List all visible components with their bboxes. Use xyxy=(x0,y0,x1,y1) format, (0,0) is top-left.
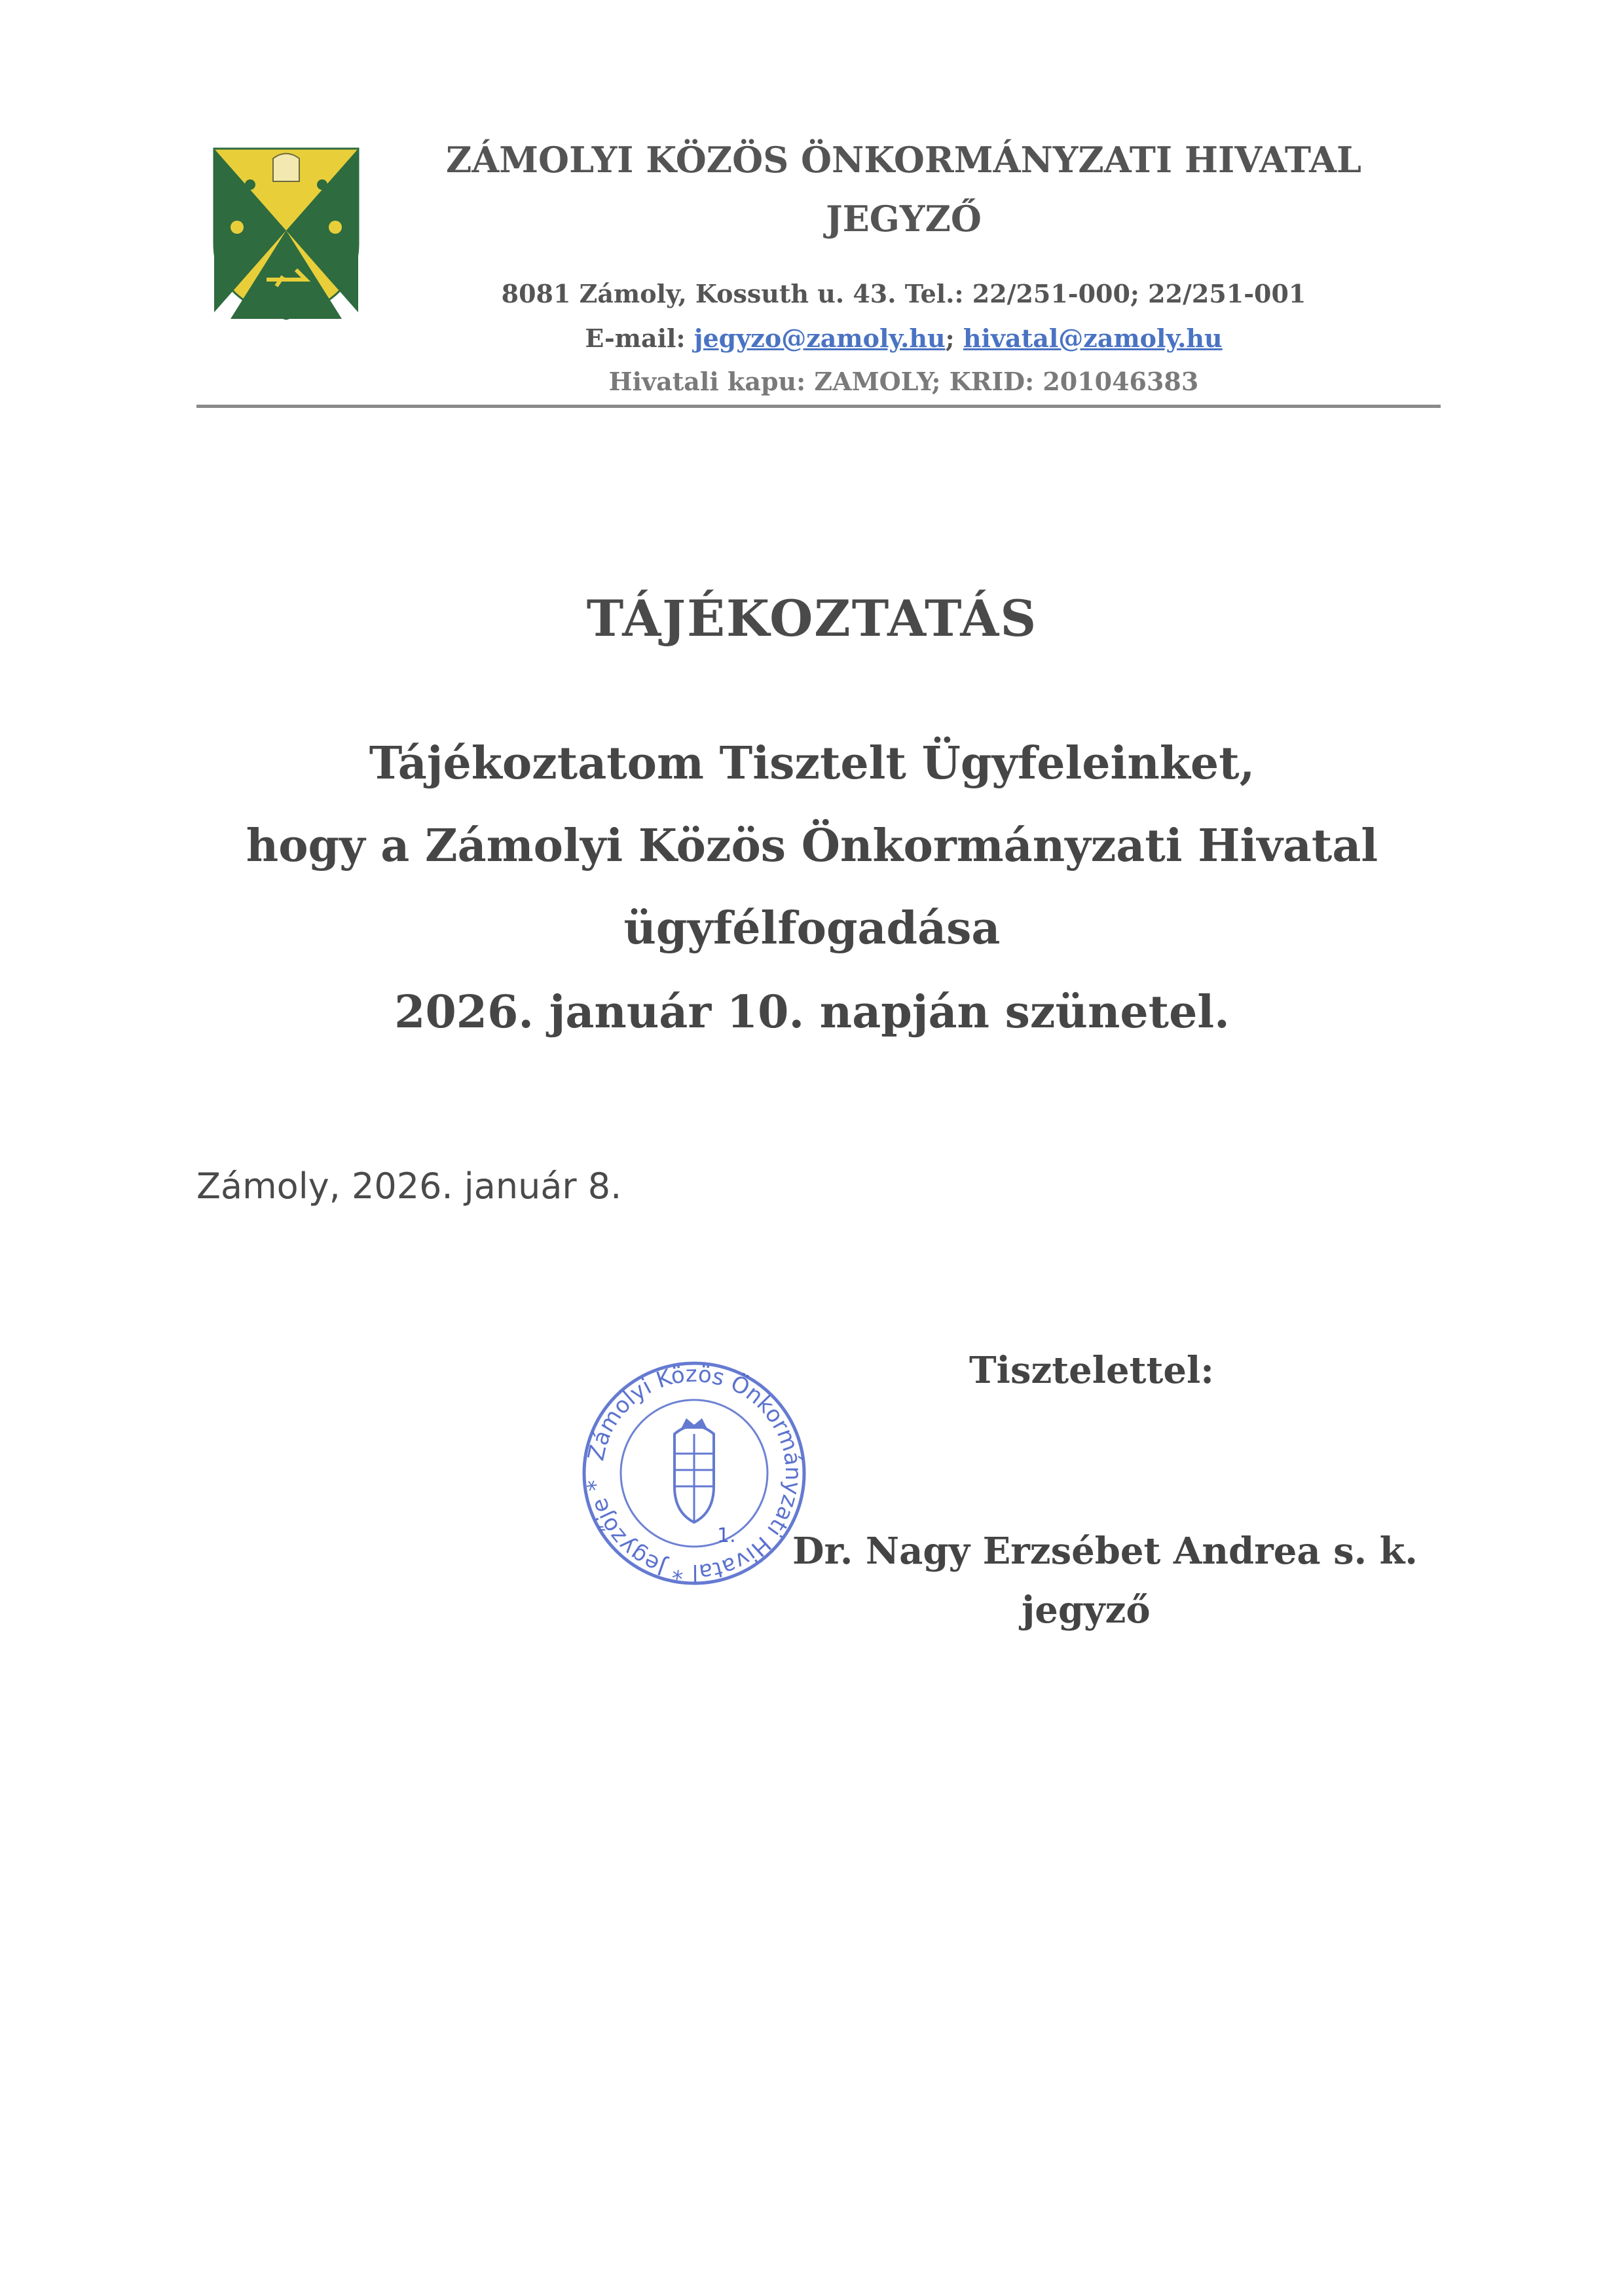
signer-name: Dr. Nagy Erzsébet Andrea s. k. xyxy=(792,1530,1418,1573)
email-separator: ; xyxy=(945,323,955,353)
document-title: TÁJÉKOZTATÁS xyxy=(586,589,1038,648)
email-link-hivatal[interactable]: hivatal@zamoly.hu xyxy=(963,323,1223,353)
coat-of-arms-icon xyxy=(674,1418,714,1522)
closing-greeting: Tisztelettel: xyxy=(969,1349,1214,1392)
body-line: ügyfélfogadása xyxy=(623,902,1001,955)
email-link-jegyzo[interactable]: jegyzo@zamoly.hu xyxy=(693,323,946,353)
body-line: hogy a Zámolyi Közös Önkormányzati Hivatal xyxy=(246,820,1378,872)
body-line: 2026. január 10. napján szünetel. xyxy=(394,986,1230,1038)
email-label: E-mail: xyxy=(585,323,686,353)
stamp-text: Zámolyi Közös Önkormányzati Hivatal * Jegyzője * xyxy=(582,1361,807,1586)
header-divider xyxy=(196,405,1441,408)
email-line xyxy=(426,323,1382,353)
stamp-number: 1. xyxy=(717,1524,736,1547)
body-line: Tájékoztatom Tisztelt Ügyfeleinket, xyxy=(369,737,1255,790)
official-stamp xyxy=(576,1355,812,1591)
place-date: Zámoly, 2026. január 8. xyxy=(196,1166,622,1207)
office-name: ZÁMOLYI KÖZÖS ÖNKORMÁNYZATI HIVATAL xyxy=(445,139,1362,181)
office-address: 8081 Zámoly, Kossuth u. 43. Tel.: 22/251-000; 22/251-001 xyxy=(501,279,1306,308)
office-subtitle: JEGYZŐ xyxy=(826,198,982,240)
signer-title: jegyző xyxy=(1022,1588,1151,1632)
municipal-crest-logo xyxy=(211,145,361,322)
office-gateway-id: Hivatali kapu: ZAMOLY; KRID: 201046383 xyxy=(608,367,1199,396)
